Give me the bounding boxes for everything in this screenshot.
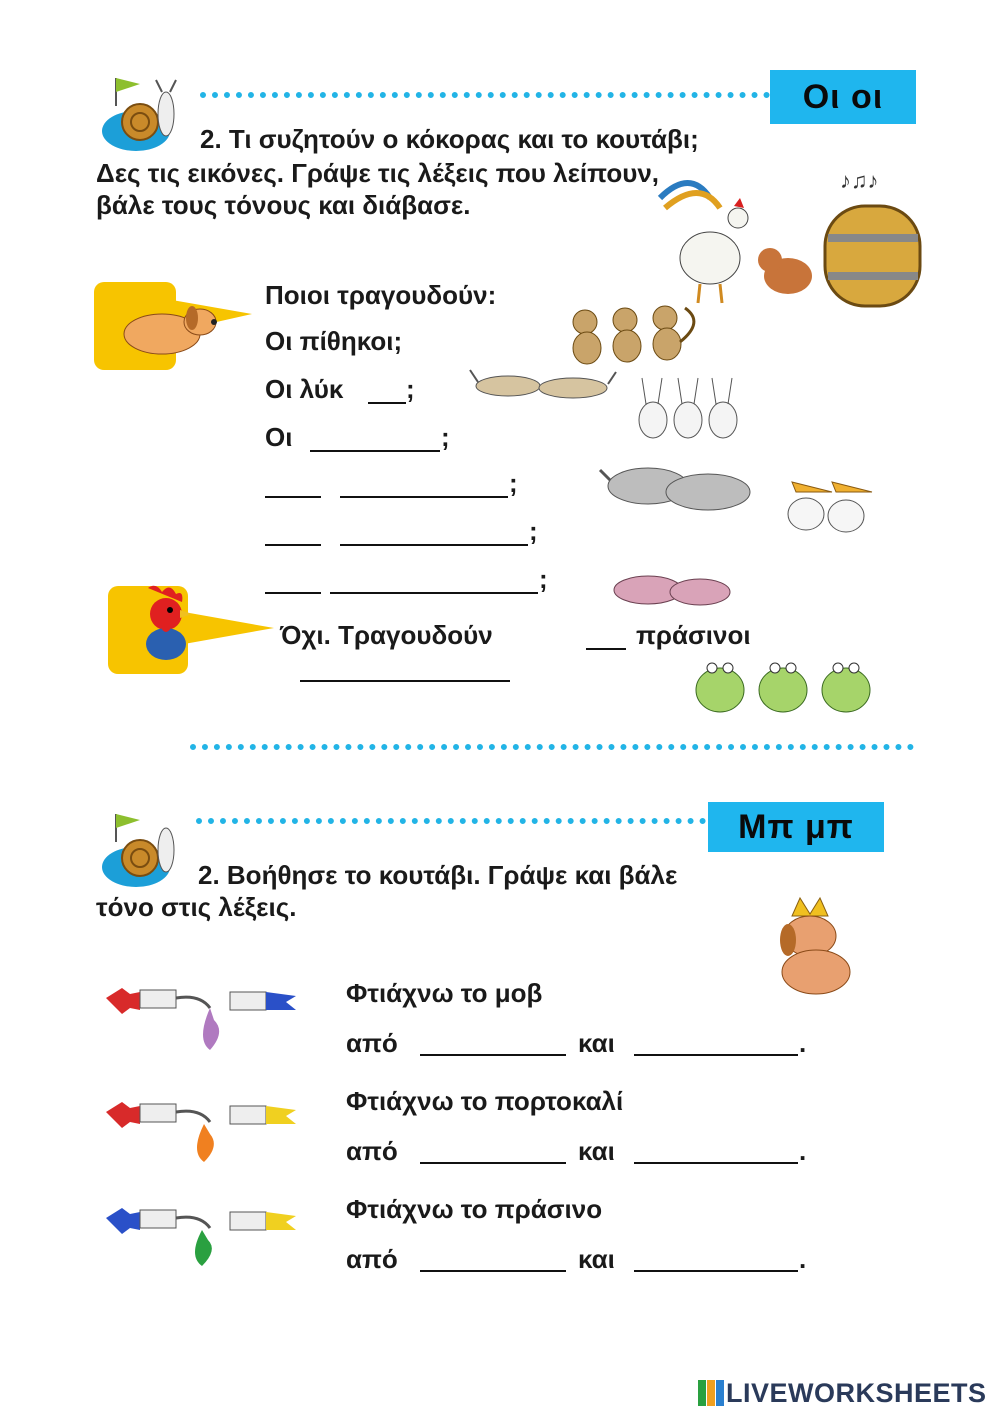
section2-dotted-divider	[196, 818, 706, 824]
section1-line1: Οι πίθηκοι;	[265, 326, 403, 356]
section2-instruction-line1: 2. Βοήθησε το κουτάβι. Γράψε και βάλε	[198, 860, 678, 890]
paint-tubes-green-image	[100, 1200, 300, 1270]
mix-row3-from: από	[346, 1244, 398, 1274]
svg-text:♪♫♪: ♪♫♪	[840, 168, 879, 193]
rooster-icon	[132, 584, 202, 664]
mix-row2-and: και	[578, 1136, 615, 1166]
section1-instruction-line3: βάλε τους τόνους και διάβασε.	[96, 190, 471, 220]
wolves-image	[468, 362, 618, 408]
mix-row2-title: Φτιάχνω το πορτοκαλί	[346, 1086, 624, 1116]
paint-tubes-purple-image	[100, 980, 300, 1054]
mix-row3-end: .	[799, 1244, 807, 1274]
mix-row1-and: και	[578, 1028, 615, 1058]
answer-input-purple-color-1[interactable]	[420, 1030, 566, 1056]
answer-input-pelicans[interactable]	[340, 520, 528, 546]
snail-mascot-image	[96, 76, 186, 156]
section1-dotted-divider-top	[200, 92, 770, 98]
section1-line3-prefix: Οι	[265, 422, 293, 452]
answer-input-purple-color-2[interactable]	[634, 1030, 798, 1056]
section1-question: Ποιοι τραγουδούν:	[265, 280, 497, 310]
answer-input-article-6[interactable]	[265, 568, 321, 594]
mix-row2-from: από	[346, 1136, 398, 1166]
section1-dotted-divider-bottom	[190, 744, 914, 750]
rabbits-image	[628, 376, 748, 442]
answer-input-wolves-ending[interactable]	[368, 378, 406, 404]
section1-answer-suffix: πράσινοι	[636, 620, 751, 650]
section1-line2-prefix: Οι λύκ	[265, 374, 344, 404]
answer-input-frogs[interactable]	[300, 656, 510, 682]
section1-badge: Οι οι	[770, 70, 916, 124]
hippos-image	[608, 566, 734, 610]
mix-row1-from: από	[346, 1028, 398, 1058]
section2-badge: Μπ μπ	[708, 802, 884, 852]
liveworksheets-logo-icon	[698, 1380, 724, 1406]
mix-row3-title: Φτιάχνω το πράσινο	[346, 1194, 603, 1224]
answer-input-orange-color-1[interactable]	[420, 1138, 566, 1164]
section1-line2-suffix: ;	[406, 374, 415, 404]
snail-mascot-image-2	[96, 812, 186, 892]
answer-input-orange-color-2[interactable]	[634, 1138, 798, 1164]
answer-input-article-4[interactable]	[265, 472, 321, 498]
section1-line5-suffix: ;	[529, 516, 538, 546]
puppy-icon	[112, 296, 222, 360]
answer-input-green-color-1[interactable]	[420, 1246, 566, 1272]
section1-instruction-line1: 2. Τι συζητούν ο κόκορας και το κουτάβι;	[200, 124, 699, 154]
answer-input-rhinos[interactable]	[340, 472, 508, 498]
mix-row2-end: .	[799, 1136, 807, 1166]
liveworksheets-brand[interactable]: LIVEWORKSHEETS	[726, 1378, 987, 1408]
section1-answer-prefix: Όχι. Τραγουδούν	[280, 620, 493, 650]
section1-line4-suffix: ;	[509, 468, 518, 498]
paint-tubes-orange-image	[100, 1090, 300, 1164]
mix-row1-end: .	[799, 1028, 807, 1058]
pelicans-image	[772, 466, 876, 538]
section1-instruction-line2: Δες τις εικόνες. Γράψε τις λέξεις που λείπουν,	[96, 158, 660, 188]
answer-input-rabbits[interactable]	[310, 426, 440, 452]
answer-input-article-5[interactable]	[265, 520, 321, 546]
section2-instruction-line2: τόνο στις λέξεις.	[96, 892, 297, 922]
puppy-with-crown-image	[770, 896, 860, 996]
section1-line3-suffix: ;	[441, 422, 450, 452]
mix-row1-title: Φτιάχνω το μοβ	[346, 978, 543, 1008]
monkeys-image	[565, 302, 705, 368]
rooster-puppy-barrel-image	[640, 158, 930, 308]
section1-line6-suffix: ;	[539, 564, 548, 594]
mix-row3-and: και	[578, 1244, 615, 1274]
answer-input-article-frogs[interactable]	[586, 624, 626, 650]
answer-input-hippos[interactable]	[330, 568, 538, 594]
frogs-image	[688, 650, 878, 718]
rhinos-image	[598, 458, 756, 518]
answer-input-green-color-2[interactable]	[634, 1246, 798, 1272]
